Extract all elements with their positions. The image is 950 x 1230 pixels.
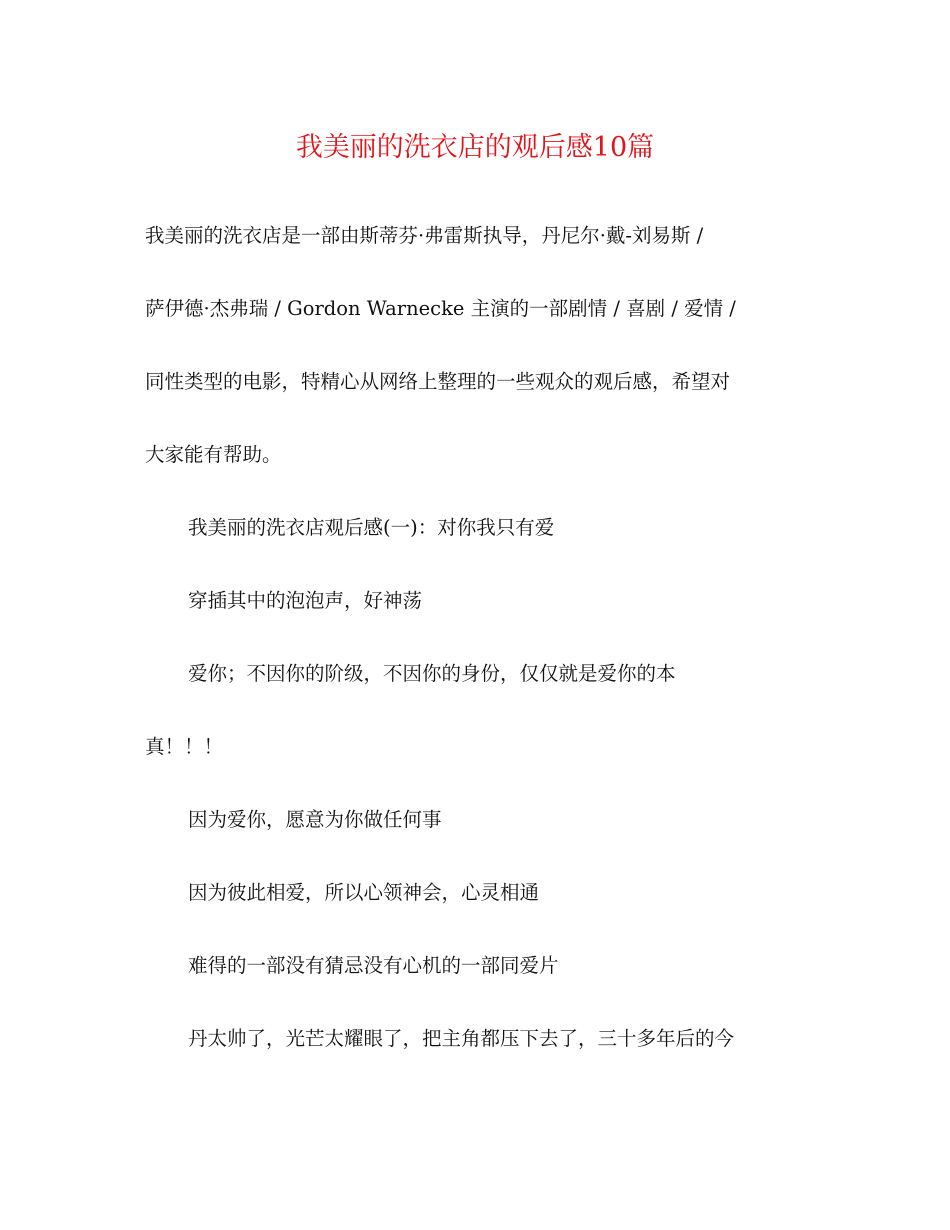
paragraph-line: 萨伊德·杰弗瑞 / Gordon Warnecke 主演的一部剧情 / 喜剧 / 爱情 / xyxy=(145,297,736,320)
section-heading: 我美丽的洗衣店观后感(一)：对你我只有爱 xyxy=(188,516,555,539)
paragraph-line: 大家能有帮助。 xyxy=(145,443,282,466)
paragraph-line: 因为爱你，愿意为你做任何事 xyxy=(188,808,442,831)
paragraph-line: 爱你；不因你的阶级，不因你的身份，仅仅就是爱你的本 xyxy=(188,662,676,685)
paragraph-line: 难得的一部没有猜忌没有心机的一部同爱片 xyxy=(188,954,559,977)
paragraph-line: 真！！！ xyxy=(145,735,224,758)
document-body xyxy=(145,213,805,1089)
paragraph-line: 同性类型的电影，特精心从网络上整理的一些观众的观后感，希望对 xyxy=(145,370,731,393)
paragraph-line: 因为彼此相爱，所以心领神会，心灵相通 xyxy=(188,881,540,904)
paragraph-line: 我美丽的洗衣店是一部由斯蒂芬·弗雷斯执导，丹尼尔·戴-刘易斯 / xyxy=(145,224,704,247)
document-title: 我美丽的洗衣店的观后感10篇 xyxy=(295,132,655,163)
paragraph-line: 穿插其中的泡泡声，好神荡 xyxy=(188,589,423,612)
paragraph-line: 丹太帅了，光芒太耀眼了，把主角都压下去了，三十多年后的今 xyxy=(188,1027,735,1050)
